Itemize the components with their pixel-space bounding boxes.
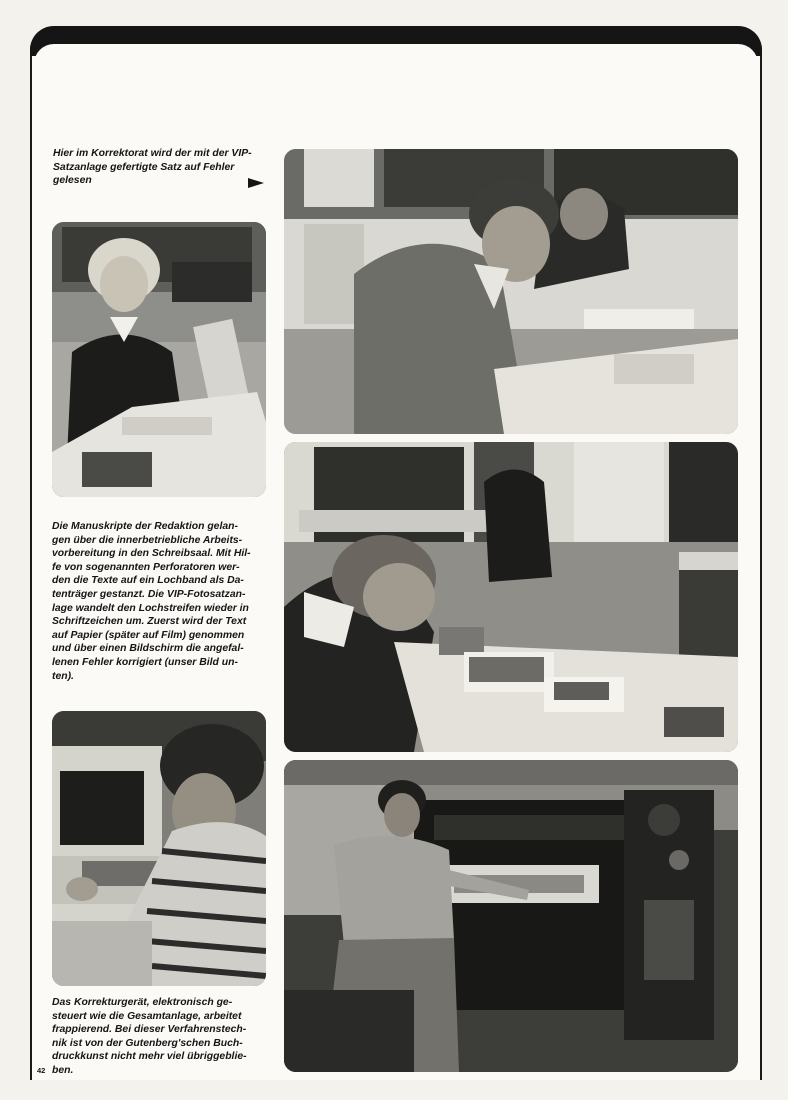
caption-line: Das Korrekturgerät, elektronisch ge- xyxy=(52,997,233,1008)
photo-press xyxy=(284,760,738,1072)
caption-line: steuert wie die Gesamtanlage, arbeitet xyxy=(52,1010,242,1022)
photo-layout xyxy=(284,442,738,752)
caption-korrekturgeraet xyxy=(52,996,268,1078)
caption-line: ten). xyxy=(52,670,74,682)
photo-typist xyxy=(52,222,266,497)
caption-line: vorbereitung in den Schreibsaal. Mit Hil- xyxy=(52,548,251,560)
caption-line: fe von sogenannten Perforatoren wer- xyxy=(52,561,240,573)
caption-line: druckkunst nicht mehr viel übriggeblie- xyxy=(52,1051,247,1063)
caption-line: Satzanlage gefertigte Satz auf Fehler xyxy=(53,161,235,173)
caption-korrektorat xyxy=(53,147,267,188)
page-number: 42 xyxy=(37,1066,46,1075)
caption-manuskripte xyxy=(52,520,268,683)
caption-line: auf Papier (später auf Film) genommen xyxy=(52,629,245,641)
caption-line: ben. xyxy=(52,1064,74,1076)
caption-line: lage wandelt den Lochstreifen wieder in xyxy=(52,602,249,614)
photo-terminal xyxy=(52,711,266,986)
caption-line: lenen Fehler korrigiert (unser Bild un- xyxy=(52,656,238,668)
caption-line: und über einen Bildschirm die angefal- xyxy=(52,643,244,655)
caption-line: Schriftzeichen um. Zuerst wird der Text xyxy=(52,616,247,628)
caption-line: gen über die innerbetriebliche Arbeits- xyxy=(52,534,243,546)
caption-line: tenträger gestanzt. Die VIP-Fotosatzan- xyxy=(52,588,246,600)
caption-line: gelesen xyxy=(53,175,92,187)
caption-line: den die Texte auf ein Lochband als Da- xyxy=(52,575,244,587)
arrow-right-icon xyxy=(248,178,264,188)
caption-line: Die Manuskripte der Redaktion gelan- xyxy=(52,521,238,532)
photo-proofreaders xyxy=(284,149,738,434)
caption-line: nik ist von der Gutenberg'schen Buch- xyxy=(52,1037,243,1049)
top-band-inner xyxy=(34,44,758,74)
caption-line: frappierend. Bei dieser Verfahrenstech- xyxy=(52,1024,247,1036)
caption-line: Hier im Korrektorat wird der mit der VIP- xyxy=(53,148,252,159)
